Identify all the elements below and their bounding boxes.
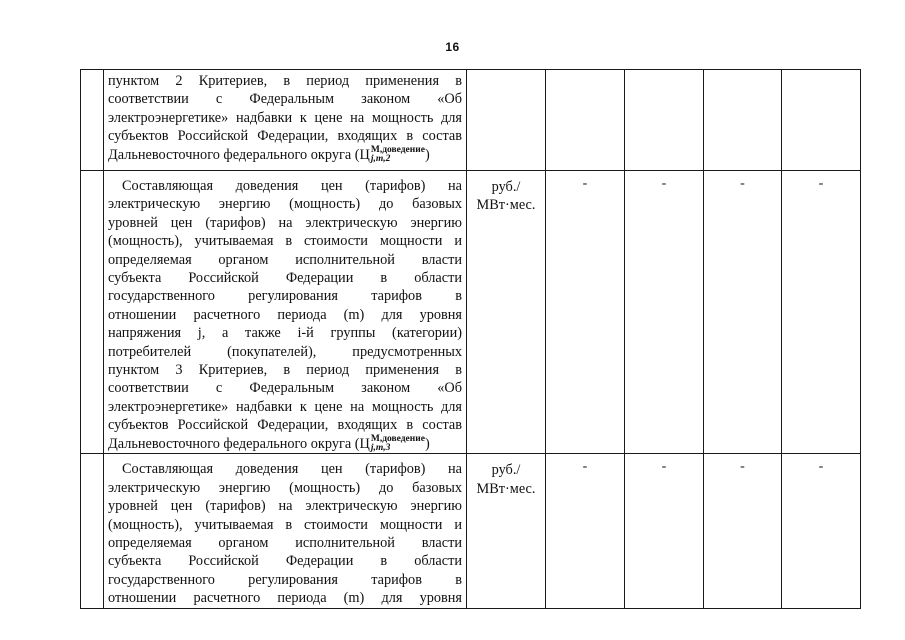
symbol-subscript: j,m,3 — [370, 443, 391, 454]
value-cell: - — [704, 171, 782, 454]
value-cell: - — [782, 454, 861, 608]
symbol-subscript: j,m,2 — [370, 154, 391, 165]
description-line: субъекта Российской Федерации в области — [108, 270, 462, 287]
description-line: (мощность), учитываемая в стоимости мощности и — [108, 233, 462, 250]
tariff-symbol: Ц М,доведение j,m,3 ) — [359, 434, 430, 454]
description-line: электроэнергетике» надбавки к цене на мощность для — [108, 398, 462, 415]
description-line: электрическую энергию (мощность) до базовых — [108, 479, 462, 496]
description-text — [104, 171, 466, 453]
description-line: электроэнергетике» надбавки к цене на мощность для — [108, 109, 462, 126]
tariff-table — [80, 69, 861, 609]
description-last-line: Дальневосточного федерального округа (Ц М,доведение j,m,2 ) — [108, 145, 430, 165]
description-line: (мощность), учитываемая в стоимости мощности и — [108, 516, 462, 533]
value-cell — [704, 70, 782, 171]
description-line: определяемая органом исполнительной власти — [108, 535, 462, 552]
description-line: субъектов Российской Федерации, входящих в состав — [108, 417, 462, 434]
description-line: уровней цен (тарифов) на электрическую энергию — [108, 498, 462, 515]
value-cell: - — [546, 171, 625, 454]
description-line: пунктом 3 Критериев, в период применения в — [108, 362, 462, 379]
symbol-superscript: М,доведение — [370, 145, 425, 156]
value-cell — [782, 70, 861, 171]
row-number-cell — [81, 454, 104, 608]
unit-cell: руб./ МВт·мес. — [467, 171, 546, 454]
value-cell: - — [546, 454, 625, 608]
description-line: соответствии с Федеральным законом «Об — [108, 91, 462, 108]
description-line: Составляющая доведения цен (тарифов) на — [122, 461, 462, 478]
page-number: 16 — [445, 40, 460, 54]
description-line: напряжения j, а также i-й группы (категории) — [108, 325, 462, 342]
description-line: пунктом 2 Критериев, в период применения в — [108, 73, 462, 89]
description-line: соответствии с Федеральным законом «Об — [108, 380, 462, 397]
row-number-cell — [81, 70, 104, 171]
value-cell: - — [704, 454, 782, 608]
description-line: субъектов Российской Федерации, входящих в состав — [108, 128, 462, 145]
description-cell — [104, 171, 467, 454]
description-line: государственного регулирования тарифов в — [108, 288, 462, 305]
tariff-symbol: Ц М,доведение j,m,2 ) — [359, 145, 430, 165]
description-line: электрическую энергию (мощность) до базовых — [108, 196, 462, 213]
description-line: потребителей (покупателей), предусмотренных — [108, 343, 462, 360]
description-line: уровней цен (тарифов) на электрическую энергию — [108, 214, 462, 231]
value-cell: - — [625, 171, 704, 454]
value-cell: - — [625, 454, 704, 608]
description-line: определяемая органом исполнительной власти — [108, 251, 462, 268]
unit-cell — [467, 70, 546, 171]
table-row — [81, 454, 861, 608]
symbol-superscript: М,доведение — [370, 434, 425, 445]
description-line: субъекта Российской Федерации в области — [108, 553, 462, 570]
description-cell — [104, 454, 467, 608]
value-cell — [625, 70, 704, 171]
table-row — [81, 171, 861, 454]
description-line: Составляющая доведения цен (тарифов) на — [122, 178, 462, 194]
description-last-line: Дальневосточного федерального округа (Ц М,доведение j,m,3 ) — [108, 434, 430, 454]
description-line: отношении расчетного периода (m) для уровня — [108, 590, 462, 607]
unit-cell: руб./ МВт·мес. — [467, 454, 546, 608]
description-text — [104, 454, 466, 607]
description-cell — [104, 70, 467, 171]
description-text — [104, 70, 466, 164]
description-line: отношении расчетного периода (m) для уровня — [108, 306, 462, 323]
row-number-cell — [81, 171, 104, 454]
table-row — [81, 70, 861, 171]
value-cell: - — [782, 171, 861, 454]
description-line: государственного регулирования тарифов в — [108, 571, 462, 588]
value-cell — [546, 70, 625, 171]
